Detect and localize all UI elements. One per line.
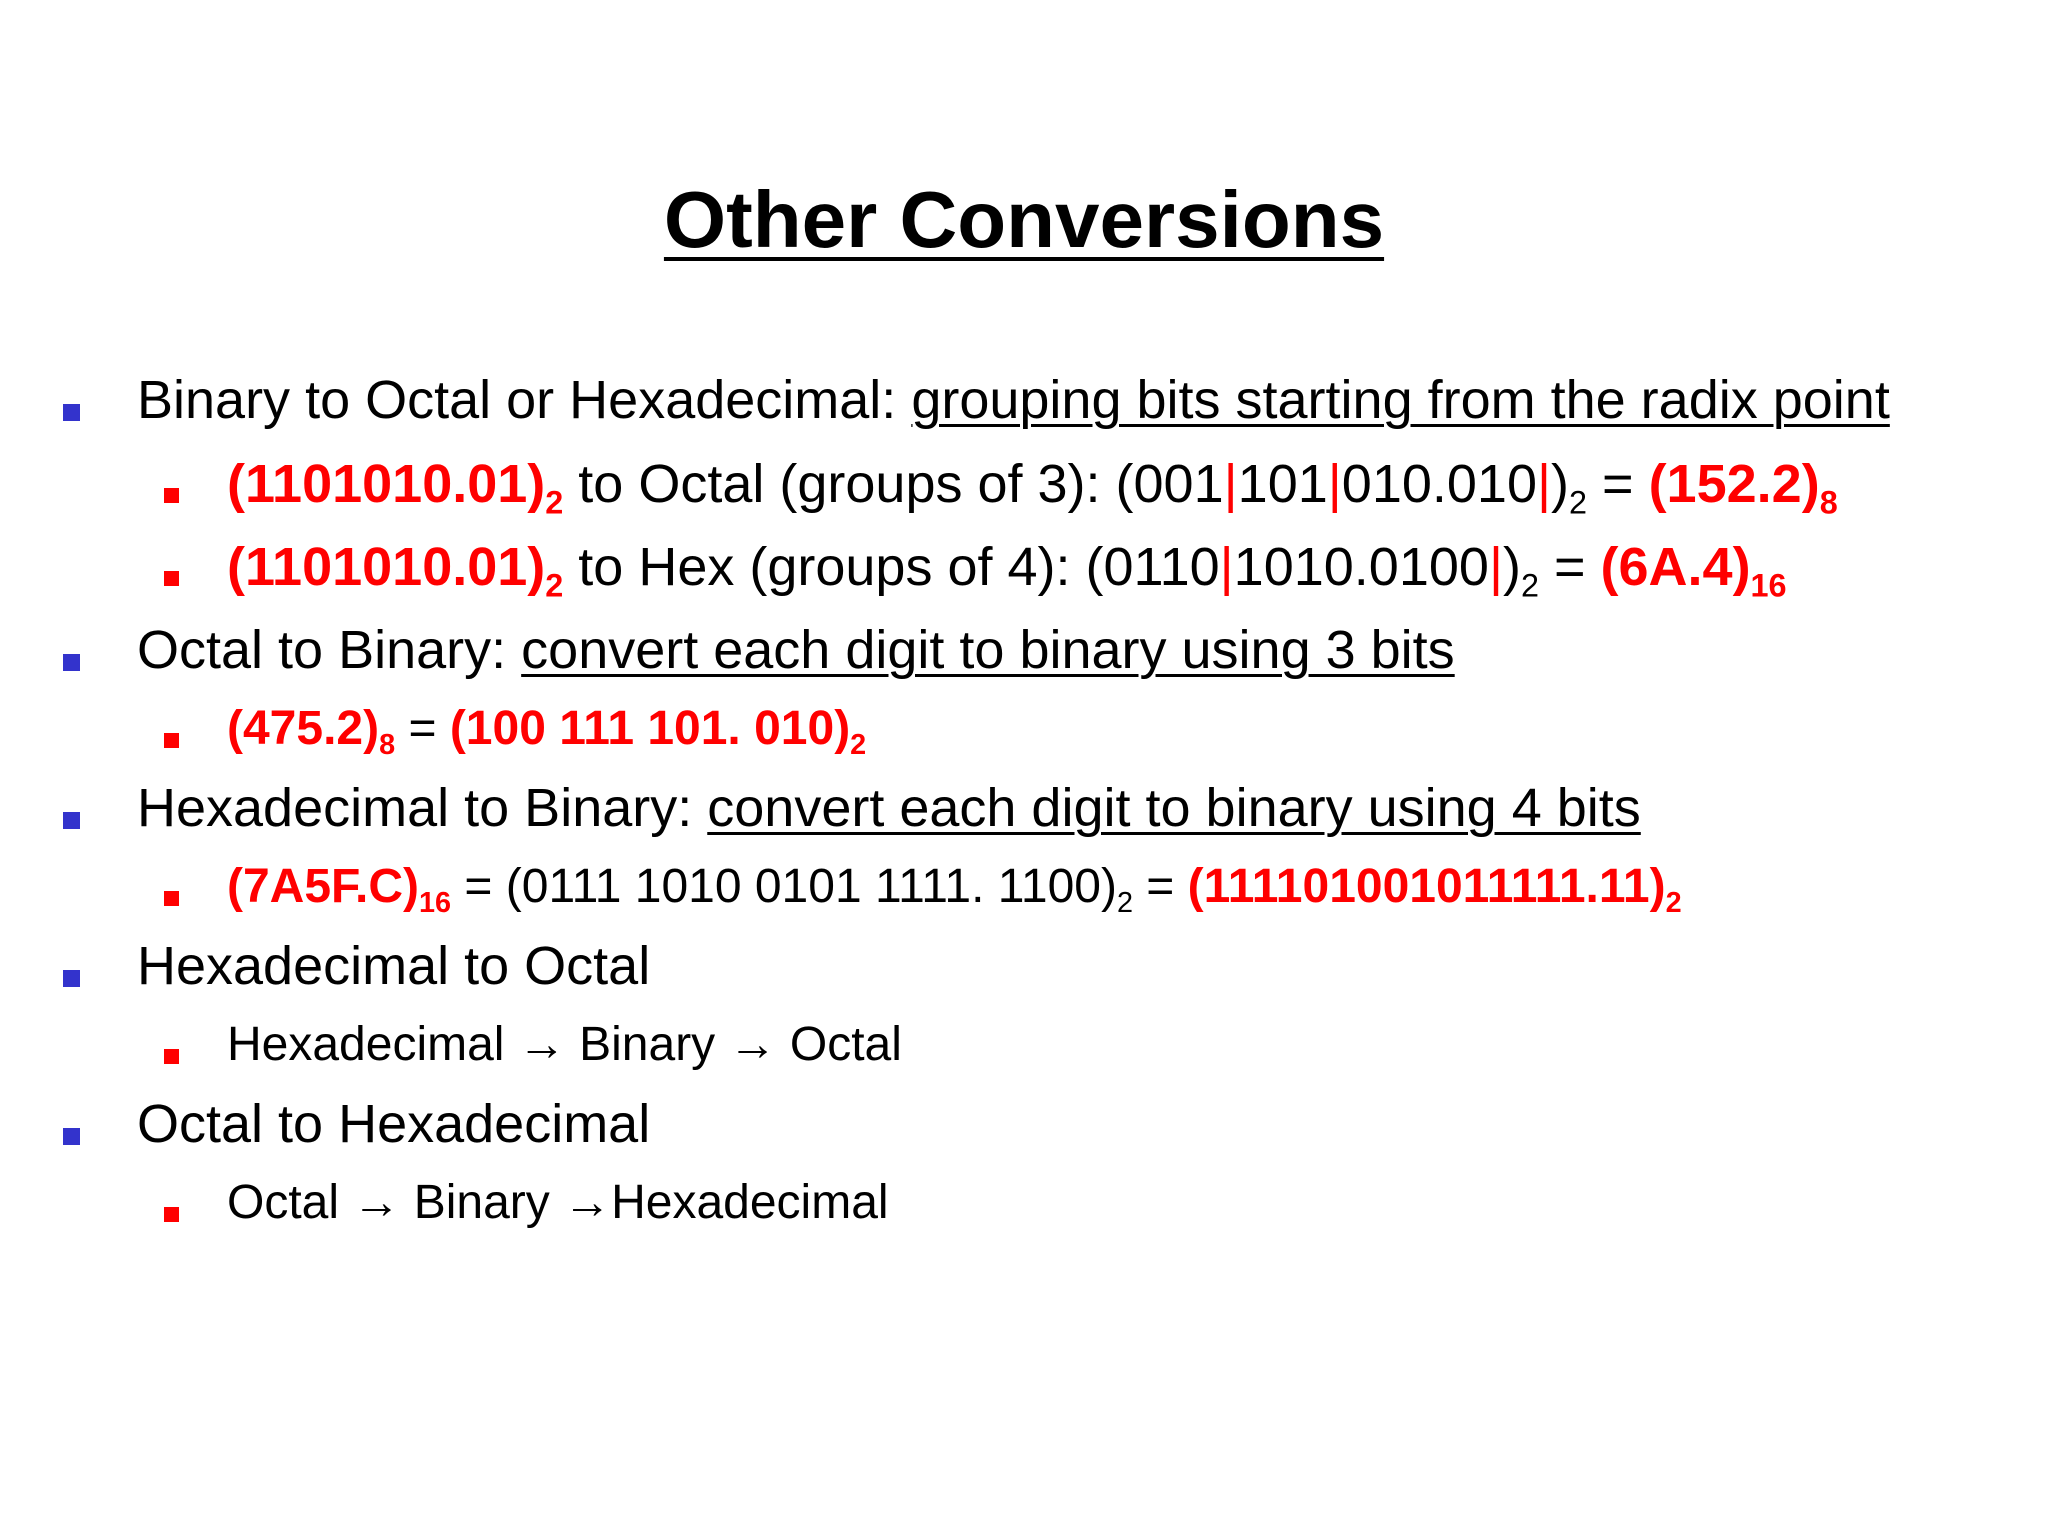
bullet-text: Binary to Octal or Hexadecimal:: [137, 370, 912, 430]
red-square-bullet-icon: [164, 733, 179, 748]
group-separator: |: [1488, 537, 1503, 597]
example-equals: =: [1132, 860, 1188, 913]
red-square-bullet-icon: [164, 488, 179, 503]
example-result: $(152.2)_8$: [1648, 454, 1838, 521]
bullet-text: Octal to Binary:: [137, 620, 522, 680]
slide-title: Other Conversions: [663, 175, 1385, 264]
red-square-bullet-icon: [164, 1207, 179, 1222]
example-text: Octal → Binary →Hexadecimal: [227, 1176, 889, 1229]
group-separator: |: [1219, 537, 1234, 597]
bullet-text: Hexadecimal to Octal: [137, 936, 651, 996]
example-equals: =: [1587, 454, 1649, 514]
example-binary-to-hex: [227, 535, 1787, 604]
bullet-octal-to-binary: [137, 618, 1455, 682]
example-equals: =: [1538, 537, 1601, 597]
blue-square-bullet-icon: [63, 654, 80, 671]
blue-square-bullet-icon: [63, 970, 80, 987]
blue-square-bullet-icon: [63, 812, 80, 829]
group-separator: |: [1327, 454, 1342, 514]
example-close: ): [1551, 454, 1570, 514]
bullet-emphasis: convert each digit to binary using 4 bits: [707, 778, 1641, 838]
example-middle-base: 2: [1116, 887, 1133, 920]
example-binary-to-octal: [227, 452, 1838, 521]
group-2: 010.010: [1341, 454, 1537, 514]
example-text: Hexadecimal → Binary → Octal: [227, 1018, 902, 1071]
bullet-binary-to-octal-hex: [137, 368, 1890, 432]
example-middle: to Hex (groups of 4): (0110: [563, 537, 1220, 597]
red-square-bullet-icon: [164, 571, 179, 586]
example-hex-to-octal: [227, 1016, 902, 1074]
bullet-hex-to-octal: [137, 934, 650, 998]
red-square-bullet-icon: [164, 1049, 179, 1064]
blue-square-bullet-icon: [63, 1128, 80, 1145]
bullet-octal-to-hex: [137, 1092, 650, 1156]
example-equals: =: [395, 702, 450, 755]
example-middle: to Octal (groups of 3): (001: [563, 454, 1224, 514]
group-separator: |: [1537, 454, 1552, 514]
blue-square-bullet-icon: [63, 404, 80, 421]
group-1: 1010.0100: [1233, 537, 1489, 597]
example-result: $(6A.4)_{16}$: [1600, 537, 1787, 604]
example-value: $(7A5F.C)_{16}$: [227, 860, 452, 920]
red-square-bullet-icon: [164, 891, 179, 906]
example-octal-to-binary: [227, 700, 867, 762]
example-close-base: 2: [1520, 567, 1539, 604]
bullet-text: Hexadecimal to Binary:: [137, 778, 708, 838]
example-close-base: 2: [1569, 484, 1588, 521]
bullet-emphasis: convert each digit to binary using 3 bits: [521, 620, 1455, 680]
example-middle: = (0111 1010 0101 1111. 1100): [451, 860, 1117, 913]
example-hex-to-binary: [227, 858, 1682, 920]
example-value: $(1101010.01)_2$: [227, 454, 564, 521]
example-close: ): [1502, 537, 1521, 597]
bullet-emphasis: grouping bits starting from the radix point: [911, 370, 1890, 430]
bullet-hex-to-binary: [137, 776, 1641, 840]
example-result: (100 111 101. $010)_2$: [449, 702, 867, 762]
example-octal-to-hex: [227, 1174, 889, 1232]
example-value: $(1101010.01)_2$: [227, 537, 564, 604]
group-separator: |: [1223, 454, 1238, 514]
example-value: $(475.2)_8$: [227, 702, 396, 762]
bullet-text: Octal to Hexadecimal: [137, 1094, 651, 1154]
example-result: $(111101001011111.11)_2$: [1187, 860, 1682, 920]
group-1: 101: [1237, 454, 1328, 514]
